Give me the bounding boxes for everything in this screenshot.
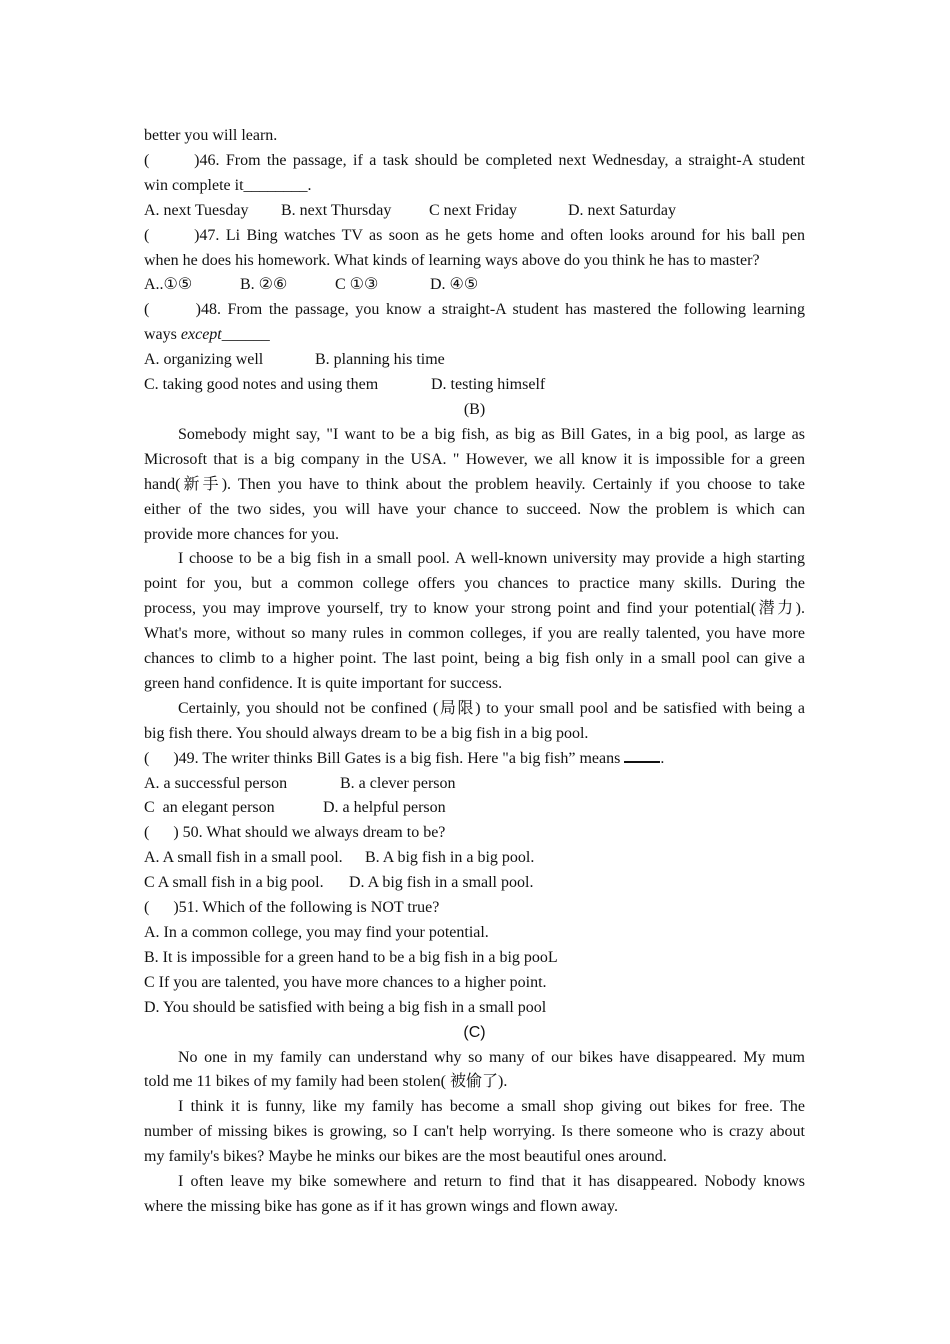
option-d: D. testing himself — [431, 376, 546, 394]
option-a: A. organizing well — [144, 351, 264, 369]
question-47-stem-cont: when he does his homework. What kinds of learning ways above do you think he has to master? — [144, 251, 760, 269]
italic-except: except — [180, 326, 222, 344]
option-d: D. ④⑤ — [430, 276, 479, 294]
paragraph-line: big fish there. You should always dream to be a big fish in a big pool. — [144, 724, 589, 742]
paragraph-line: Somebody might say, "I want to be a big fish, as big as Bill Gates, in a big pool, as large as — [178, 425, 805, 443]
question-51-stem: ( )51. Which of the following is NOT true? — [144, 899, 440, 917]
option-b: B. It is impossible for a green hand to be a big fish in a big pooL — [144, 948, 558, 966]
option-b: B. ②⑥ — [240, 276, 288, 294]
option-d: D. You should be satisfied with being a big fish in a small pool — [144, 998, 547, 1016]
question-48-options-row2 — [144, 373, 805, 398]
question-46-stem: ( )46. From the passage, if a task should be completed next Wednesday, a straight-A student — [144, 151, 805, 169]
paragraph-line: provide more chances for you. — [144, 525, 340, 543]
option-a: A. a successful person — [144, 774, 288, 792]
option-a: A. next Tuesday — [144, 201, 249, 219]
option-c: C A small fish in a big pool. — [144, 874, 324, 892]
document-page — [144, 124, 805, 1220]
question-49-options-row2 — [144, 796, 805, 821]
paragraph-line: I often leave my bike somewhere and return to find that it has disappeared. Nobody knows — [178, 1173, 805, 1191]
paragraph-line: I choose to be a big fish in a small pool. A well-known university may provide a high starting — [178, 550, 805, 568]
option-d: D. A big fish in a small pool. — [349, 874, 534, 892]
section-heading-c: (C) — [463, 1023, 486, 1041]
question-48-stem: ( )48. From the passage, you know a straight-A student has mastered the following learning — [144, 301, 805, 319]
option-b: B. A big fish in a big pool. — [365, 849, 535, 867]
paragraph-line: process, you may improve yourself, try to know your strong point and find your potential(潜力). — [144, 600, 805, 618]
option-a: A. A small fish in a small pool. — [144, 849, 343, 867]
paragraph-line: number of missing bikes is growing, so I can't help worrying. Is there someone who is crazy about — [144, 1123, 805, 1141]
question-49-stem — [144, 747, 805, 772]
option-d: D. next Saturday — [568, 201, 676, 219]
option-a: A. In a common college, you may find your potential. — [144, 924, 489, 941]
question-48-options-row1 — [144, 348, 805, 373]
option-d: D. a helpful person — [323, 799, 446, 817]
option-b: B. next Thursday — [281, 201, 392, 219]
question-47-options — [144, 273, 805, 298]
paragraph-line: What's more, without so many rules in common colleges, if you are really talented, you have more — [144, 625, 805, 643]
option-b: B. a clever person — [340, 774, 456, 792]
paragraph-line: Certainly, you should not be confined (局限) to your small pool and be satisfied with being a — [178, 699, 805, 717]
question-48-stem-cont — [144, 323, 805, 348]
text-span: ways — [144, 326, 181, 344]
text-span: . — [660, 749, 665, 767]
paragraph-line: green hand confidence. It is quite important for success. — [144, 674, 503, 692]
answer-blank: ______ — [221, 326, 270, 344]
question-47-stem: ( )47. Li Bing watches TV as soon as he gets home and often looks around for his ball pen — [144, 226, 805, 244]
option-c: C next Friday — [429, 201, 517, 219]
option-c: C If you are talented, you have more chances to a higher point. — [144, 973, 547, 991]
option-a: A..①⑤ — [144, 276, 193, 294]
question-46-options — [144, 199, 805, 224]
paragraph-line: my family's bikes? Maybe he minks our bikes are the most beautiful ones around. — [144, 1148, 667, 1166]
paragraph-line: hand(新手). Then you have to think about the problem heavily. Certainly if you choose to take — [144, 475, 805, 493]
text-line: better you will learn. — [144, 127, 278, 144]
question-50-stem: ( ) 50. What should we always dream to be? — [144, 824, 446, 842]
question-49-options-row1 — [144, 772, 805, 797]
question-50-options-row2 — [144, 871, 805, 896]
paragraph-line: I think it is funny, like my family has become a small shop giving out bikes for free. The — [178, 1098, 805, 1116]
paragraph-line: point for you, but a common college offers you chances to practice many skills. During the — [144, 575, 805, 593]
section-heading-b: (B) — [463, 400, 486, 418]
option-c: C ①③ — [335, 276, 379, 294]
text-span: ( )49. The writer thinks Bill Gates is a big fish. Here "a big fish” means — [144, 749, 625, 767]
paragraph-line: told me 11 bikes of my family had been stolen( 被偷了). — [144, 1073, 508, 1091]
option-b: B. planning his time — [315, 351, 445, 369]
question-50-options-row1 — [144, 846, 805, 871]
paragraph-line: chances to climb to a higher point. The last point, being a big fish only in a small pool can give a — [144, 650, 805, 668]
option-c: C an elegant person — [144, 799, 275, 817]
option-c: C. taking good notes and using them — [144, 376, 379, 394]
paragraph-line: either of the two sides, you will have your chance to succeed. Now the problem is which can — [144, 500, 805, 518]
paragraph-line: Microsoft that is a big company in the USA. " However, we all know it is impossible for a green — [144, 450, 805, 468]
answer-blank-underline — [624, 747, 660, 763]
paragraph-line: No one in my family can understand why so many of our bikes have disappeared. My mum — [178, 1048, 805, 1066]
paragraph-line: where the missing bike has gone as if it has grown wings and flown away. — [144, 1197, 618, 1215]
question-46-stem-cont: win complete it________. — [144, 176, 312, 194]
